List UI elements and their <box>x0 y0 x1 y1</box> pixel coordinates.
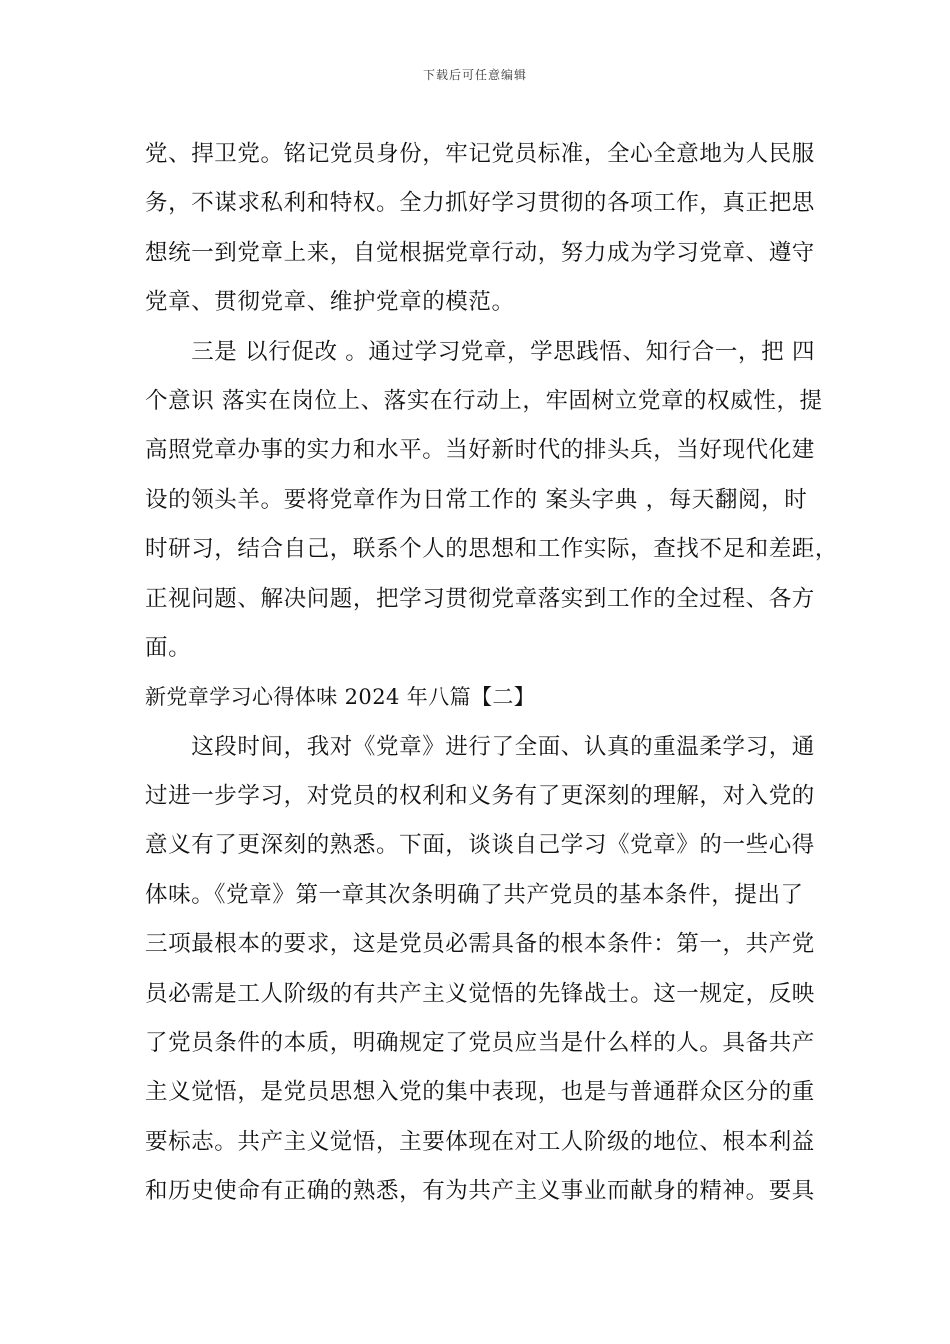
text-line: 三项最根本的要求，这是党员必需具备的根本条件：第一，共产党 <box>145 931 815 958</box>
text-line: 党、捍卫党。铭记党员身份，牢记党员标准，全心全意地为人民服 <box>145 141 815 167</box>
text-line: 个意识 落实在岗位上、落实在行动上，牢固树立党章的权威性，提 <box>145 387 823 414</box>
text-line: 体味。《党章》第一章其次条明确了共产党员的基本条件，提出了 <box>145 881 804 908</box>
text-line: 主义觉悟，是党员思想入党的集中表现，也是与普通群众区分的重 <box>145 1079 815 1106</box>
text-line: 面。 <box>145 634 192 661</box>
text-line: 了党员条件的本质，明确规定了党员应当是什么样的人。具备共产 <box>145 1030 815 1057</box>
text-line: 务，不谋求私利和特权。全力抓好学习贯彻的各项工作，真正把思 <box>145 190 815 217</box>
text-line: 意义有了更深刻的熟悉。下面，谈谈自己学习《党章》的一些心得 <box>145 832 815 859</box>
text-line: 高照党章办事的实力和水平。当好新时代的排头兵，当好现代化建 <box>145 437 815 464</box>
text-line: 员必需是工人阶级的有共产主义觉悟的先锋战士。这一规定，反映 <box>145 980 815 1007</box>
text-line: 设的领头羊。要将党章作为日常工作的 案头字典 ，每天翻阅，时 <box>145 486 808 513</box>
text-line: 正视问题、解决问题，把学习贯彻党章落实到工作的全过程、各方 <box>145 585 815 612</box>
text-line: 三是 以行促改 。通过学习党章，学思践悟、知行合一，把 四 <box>145 338 816 365</box>
section-heading: 新党章学习心得体味 2024 年八篇【二】 <box>145 685 536 710</box>
text-line: 要标志。共产主义觉悟，主要体现在对工人阶级的地位、根本利益 <box>145 1128 815 1155</box>
document-body <box>145 130 839 1217</box>
text-line: 过进一步学习，对党员的权利和义务有了更深刻的理解，对入党的 <box>145 783 815 810</box>
text-line: 党章、贯彻党章、维护党章的模范。 <box>145 289 515 316</box>
text-line: 和历史使命有正确的熟悉，有为共产主义事业而献身的精神。要具 <box>145 1178 815 1205</box>
page-header: 下载后可任意编辑 <box>422 68 527 82</box>
text-line: 时研习，结合自己，联系个人的思想和工作实际，查找不足和差距， <box>145 536 839 563</box>
text-line: 这段时间，我对《党章》进行了全面、认真的重温柔学习，通 <box>145 733 815 760</box>
text-line: 想统一到党章上来，自觉根据党章行动，努力成为学习党章、遵守 <box>145 239 815 266</box>
